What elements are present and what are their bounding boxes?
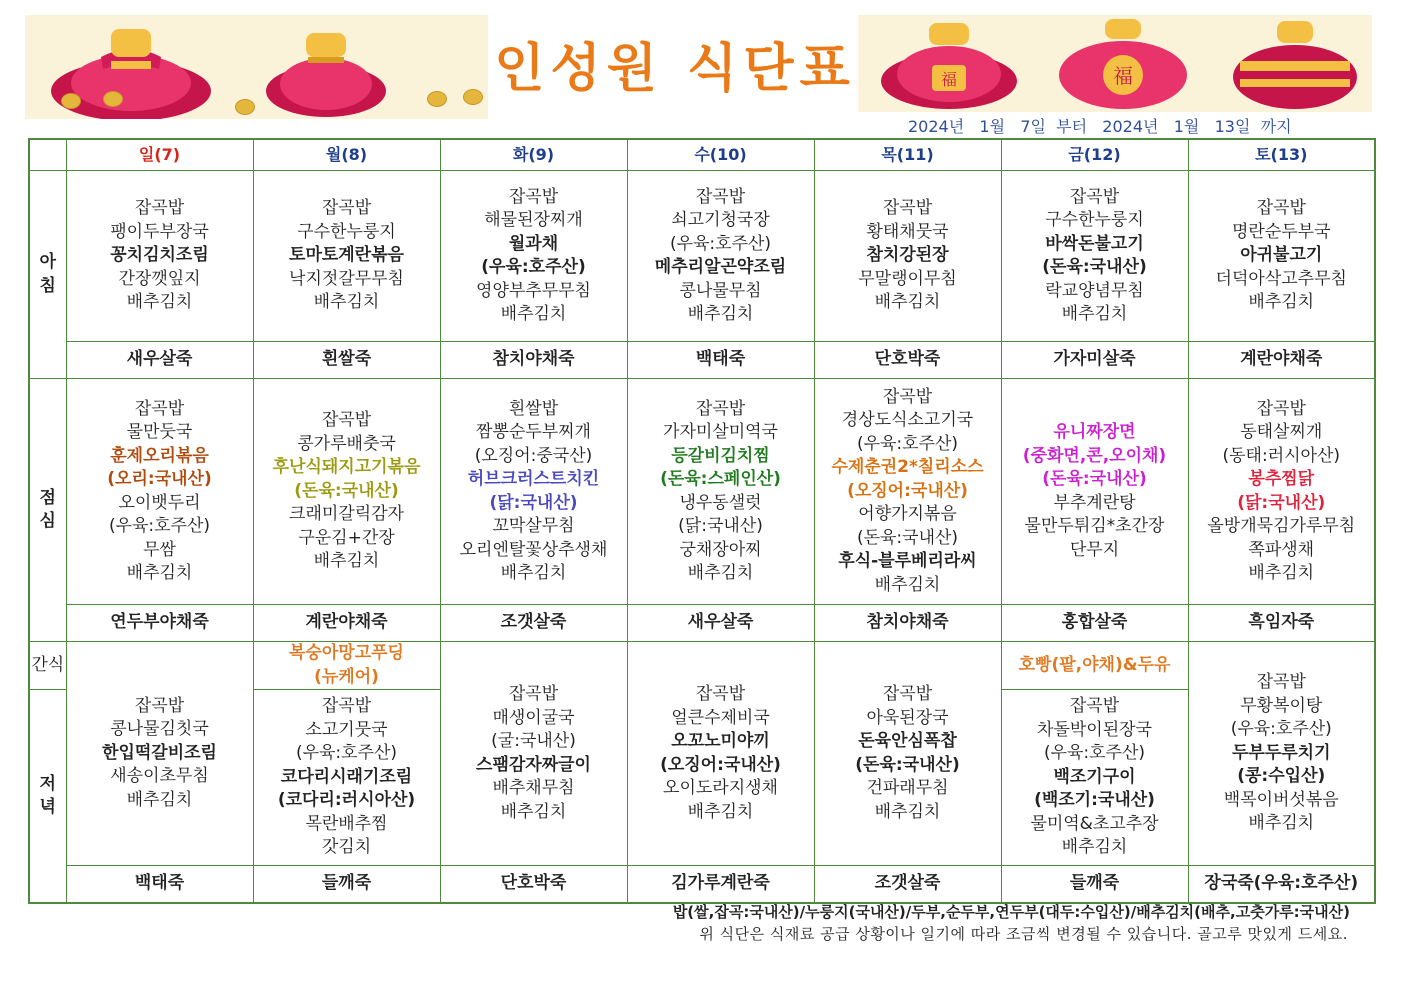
menu-item: 배추김치 xyxy=(874,801,941,822)
day-number: (11) xyxy=(896,145,934,165)
day-number: (12) xyxy=(1083,145,1121,165)
day-name: 수 xyxy=(694,145,710,165)
day-number: (7) xyxy=(154,145,181,165)
menu-item: 배추김치 xyxy=(500,801,567,822)
dinner-cell xyxy=(440,642,627,866)
menu-item: 배추김치 xyxy=(1061,304,1128,324)
menu-item: 메추리알곤약조림 xyxy=(654,257,787,277)
breakfast-cell xyxy=(253,171,440,342)
menu-item: 배추김치 xyxy=(874,574,941,595)
lucky-bag-icon xyxy=(261,29,391,119)
menu-item: (돈육:국내산) xyxy=(856,527,959,548)
lunch-cell xyxy=(66,379,253,605)
menu-item: 락교양념무침 xyxy=(1045,280,1144,301)
porridge-cell: 조갯살죽 xyxy=(440,605,627,642)
menu-item: 더덕아삭고추무침 xyxy=(1215,268,1347,289)
menu-item: 등갈비김치찜 xyxy=(671,445,770,466)
menu-item: 구수한누룽지 xyxy=(1045,210,1144,230)
day-number: (9) xyxy=(528,145,555,165)
snack-cell xyxy=(253,642,440,690)
menu-item: 백목이버섯볶음 xyxy=(1223,789,1339,810)
day-name: 화 xyxy=(512,145,529,165)
day-header xyxy=(440,139,627,171)
menu-item: 잡곡밥 xyxy=(695,186,746,207)
day-header xyxy=(1001,139,1188,171)
menu-item: 잡곡밥 xyxy=(1069,186,1120,207)
menu-item: 잡곡밥 xyxy=(508,684,559,704)
menu-item: 크래미갈릭감자 xyxy=(289,504,404,525)
menu-item: 꼬막살무침 xyxy=(492,516,575,536)
menu-item: (중화면,콘,오이채) xyxy=(1022,445,1167,466)
date-range: 2024년 1월 7일 부터 2024년 1월 13일 까지 xyxy=(908,117,1292,136)
dinner-cell xyxy=(66,642,253,866)
menu-item: 잡곡밥 xyxy=(882,386,933,407)
menu-item: (돈육:국내산) xyxy=(1042,257,1147,277)
porridge-cell: 참치야채죽 xyxy=(814,605,1001,642)
menu-item: 올방개묵김가루무침 xyxy=(1207,516,1356,536)
menu-item: 간장깻잎지 xyxy=(118,268,201,289)
menu-item: 토마토계란볶음 xyxy=(289,245,404,266)
dinner-cell xyxy=(814,642,1001,866)
porridge-cell: 흰쌀죽 xyxy=(253,342,440,379)
dinner-cell xyxy=(1188,642,1375,866)
menu-item: 오리엔탈꽃상추생채 xyxy=(459,539,608,560)
lunch-porridge-row xyxy=(29,605,1375,642)
day-number: (8) xyxy=(341,145,368,165)
menu-item: 황태채뭇국 xyxy=(866,221,949,242)
breakfast-cell xyxy=(1001,171,1188,342)
menu-item: 차돌박이된장국 xyxy=(1037,719,1152,740)
menu-item: 잡곡밥 xyxy=(882,684,933,704)
menu-item: (오징어:국내산) xyxy=(847,480,968,501)
menu-item: 배추김치 xyxy=(1061,837,1128,858)
snack-label: 간식 xyxy=(29,642,66,690)
menu-item: 수제춘권2*칠리소스 xyxy=(831,457,984,478)
menu-item: 영양부추무무침 xyxy=(476,280,591,301)
menu-item: 무황복이탕 xyxy=(1240,695,1323,716)
menu-item: (동태:러시아산) xyxy=(1222,445,1341,466)
day-header xyxy=(253,139,440,171)
menu-item: 콩나물김칫국 xyxy=(110,719,209,740)
day-name: 월 xyxy=(325,145,342,165)
menu-item: (닭:국내산) xyxy=(489,492,578,513)
menu-item: (닭:국내산) xyxy=(1237,492,1326,513)
menu-item: 흰쌀밥 xyxy=(508,398,559,419)
breakfast-row xyxy=(29,171,1375,342)
dinner-porridge-row xyxy=(29,866,1375,904)
coin-icon xyxy=(235,99,255,115)
header-banner-left xyxy=(25,15,488,119)
menu-item: 배추김치 xyxy=(126,292,193,313)
menu-item: 구운김+간장 xyxy=(298,527,395,548)
porridge-cell: 참치야채죽 xyxy=(440,342,627,379)
menu-item: 봉추찜닭 xyxy=(1248,469,1315,489)
menu-item: 후식-블루베리라씨 xyxy=(838,551,977,572)
menu-item: (코다리:러시아산) xyxy=(277,790,416,811)
menu-item: 배추김치 xyxy=(500,304,567,324)
menu-item: (돈육:국내산) xyxy=(855,754,960,775)
menu-item: 잡곡밥 xyxy=(695,398,746,419)
origin-footnote: 밥(쌀,잡곡:국내산)/누룽지(국내산)/두부,순두부,연두부(대두:수입산)/배추김치(배추,고춧가루:국내산) xyxy=(672,903,1350,921)
menu-item: (백조기:국내산) xyxy=(1034,790,1155,811)
lunch-row xyxy=(29,379,1375,605)
coin-icon xyxy=(61,93,81,109)
menu-item: 잡곡밥 xyxy=(321,198,372,219)
porridge-cell: 백태죽 xyxy=(627,342,814,379)
menu-item: 오이뱃두리 xyxy=(118,492,201,513)
menu-item: 소고기뭇국 xyxy=(305,719,388,740)
menu-item: 해물된장찌개 xyxy=(484,210,583,230)
menu-item: 아귀불고기 xyxy=(1240,245,1323,266)
menu-item: 두부두루치기 xyxy=(1231,742,1331,763)
menu-item: 부추계란탕 xyxy=(1053,492,1136,513)
menu-item: 콩나물무침 xyxy=(679,280,762,301)
dinner-cell xyxy=(253,690,440,866)
menu-item: 배추김치 xyxy=(313,551,380,572)
menu-item: (돈육:스페인산) xyxy=(660,469,781,489)
menu-item: 잡곡밥 xyxy=(1256,398,1306,419)
lunch-cell xyxy=(627,379,814,605)
menu-item: 잡곡밥 xyxy=(1256,198,1306,219)
menu-item: (콩:수입산) xyxy=(1237,766,1326,787)
menu-item: 팽이두부장국 xyxy=(110,221,209,242)
breakfast-porridge-row xyxy=(29,342,1375,379)
menu-item: 배추채무침 xyxy=(492,778,575,798)
day-number: (10) xyxy=(709,145,747,165)
menu-item: 배추김치 xyxy=(874,292,941,313)
menu-item: 월과채 xyxy=(508,233,559,254)
menu-item: 짬뽕순두부찌개 xyxy=(476,422,591,442)
porridge-cell: 들깨죽 xyxy=(1001,866,1188,904)
menu-item: 배추김치 xyxy=(500,563,567,583)
menu-item: 배추김치 xyxy=(687,801,754,822)
menu-item: (우육:호주산) xyxy=(108,516,211,536)
menu-item: 돈육안심폭찹 xyxy=(858,731,957,751)
day-header xyxy=(66,139,253,171)
menu-item: (오징어:중국산) xyxy=(474,445,593,466)
snack-item: (뉴케어) xyxy=(314,666,379,687)
header-banner-right xyxy=(858,15,1372,112)
menu-item: 물미역&초고추장 xyxy=(1030,813,1159,834)
porridge-cell: 홍합살죽 xyxy=(1001,605,1188,642)
breakfast-cell xyxy=(440,171,627,342)
menu-item: 잡곡밥 xyxy=(134,695,185,716)
menu-item: 무쌈 xyxy=(143,539,176,560)
menu-item: 유니짜장면 xyxy=(1053,422,1136,442)
lunch-label: 점 심 xyxy=(29,379,66,642)
menu-item: (우육:호주산) xyxy=(856,433,959,454)
lunch-cell xyxy=(1188,379,1375,605)
menu-item: 배추김치 xyxy=(1248,813,1315,834)
menu-item: 배추김치 xyxy=(313,292,380,313)
coin-icon xyxy=(103,91,123,107)
menu-item: (돈육:국내산) xyxy=(294,480,399,501)
day-header xyxy=(814,139,1001,171)
menu-item: 낙지젓갈무무침 xyxy=(289,268,404,289)
menu-item: 배추김치 xyxy=(126,563,193,583)
day-name: 금 xyxy=(1068,145,1084,165)
menu-item: (오징어:국내산) xyxy=(660,754,781,775)
day-header xyxy=(1188,139,1375,171)
dinner-cell xyxy=(1001,690,1188,866)
snack-cell xyxy=(1001,642,1188,690)
porridge-cell: 새우살죽 xyxy=(627,605,814,642)
menu-item: 한입떡갈비조림 xyxy=(102,742,217,763)
dinner-cell xyxy=(627,642,814,866)
day-number: (13) xyxy=(1270,145,1308,165)
porridge-cell: 조갯살죽 xyxy=(814,866,1001,904)
porridge-cell: 들깨죽 xyxy=(253,866,440,904)
menu-item: 배추김치 xyxy=(1248,292,1315,313)
svg-text:福: 福 xyxy=(940,70,958,89)
menu-item: 배추김치 xyxy=(687,563,754,583)
lunch-cell xyxy=(440,379,627,605)
menu-item: 훈제오리볶음 xyxy=(110,445,209,466)
breakfast-cell xyxy=(66,171,253,342)
menu-item: (돈육:국내산) xyxy=(1042,469,1147,489)
menu-item: (우육:호주산) xyxy=(295,743,398,764)
menu-item: 쪽파생채 xyxy=(1248,539,1315,560)
day-name: 일 xyxy=(138,145,155,165)
porridge-cell: 단호박죽 xyxy=(814,342,1001,379)
porridge-cell: 계란야채죽 xyxy=(1188,342,1375,379)
menu-item: 가자미살미역국 xyxy=(663,422,778,442)
menu-item: 잡곡밥 xyxy=(1256,672,1306,693)
breakfast-cell xyxy=(814,171,1001,342)
menu-item: 구수한누룽지 xyxy=(297,221,396,242)
day-header-row xyxy=(29,139,1375,171)
menu-item: (굴:국내산) xyxy=(491,731,576,751)
lunch-cell xyxy=(1001,379,1188,605)
day-name: 토 xyxy=(1255,145,1271,165)
menu-item: 건파래무침 xyxy=(866,778,949,798)
notice-footnote: 위 식단은 식재료 공급 상황이나 일기에 따라 조금씩 변경될 수 있습니다. 골고루 맛있게 드세요. xyxy=(699,925,1348,943)
menu-item: 목란배추찜 xyxy=(305,813,388,834)
menu-item: 후난식돼지고기볶음 xyxy=(272,457,421,478)
page-title: 인성원 식단표 xyxy=(494,39,856,99)
menu-item: 배추김치 xyxy=(687,304,754,324)
menu-item: 쇠고기청국장 xyxy=(671,210,770,230)
menu-item: 스팸감자짜글이 xyxy=(476,754,591,775)
breakfast-label: 아 침 xyxy=(29,171,66,379)
menu-item: 바싹돈불고기 xyxy=(1045,233,1144,254)
menu-item: 배추김치 xyxy=(126,789,193,810)
menu-item: 콩가루배춧국 xyxy=(297,433,396,454)
menu-item: 배추김치 xyxy=(1248,563,1315,583)
menu-item: 새송이초무침 xyxy=(110,766,209,787)
menu-item: 잡곡밥 xyxy=(134,198,185,219)
dinner-label: 저 녁 xyxy=(29,690,66,904)
porridge-cell: 단호박죽 xyxy=(440,866,627,904)
svg-text:福: 福 xyxy=(1113,64,1133,88)
menu-item: 오이도라지생채 xyxy=(663,778,778,798)
menu-item: 참치강된장 xyxy=(866,245,949,266)
breakfast-cell xyxy=(627,171,814,342)
menu-item: 잡곡밥 xyxy=(321,696,372,717)
menu-item: (우육:호주산) xyxy=(1230,719,1332,740)
lucky-bag-icon xyxy=(1220,17,1370,112)
lunch-cell xyxy=(253,379,440,605)
menu-item: 잡곡밥 xyxy=(321,410,372,431)
menu-item: (우육:호주산) xyxy=(1043,743,1146,764)
porridge-cell: 가자미살죽 xyxy=(1001,342,1188,379)
breakfast-cell xyxy=(1188,171,1375,342)
menu-item: 잡곡밥 xyxy=(882,198,933,219)
menu-item: 궁채장아찌 xyxy=(679,539,762,560)
menu-item: (오리:국내산) xyxy=(107,469,212,489)
menu-item: 오꼬노미야끼 xyxy=(671,731,770,751)
menu-item: 잡곡밥 xyxy=(1069,696,1120,717)
menu-item: 명란순두부국 xyxy=(1231,221,1331,242)
menu-item: (우육:호주산) xyxy=(669,233,772,254)
lucky-bag-icon xyxy=(870,19,1028,111)
menu-item: 잡곡밥 xyxy=(134,398,185,419)
snack-row xyxy=(29,642,1375,690)
menu-item: 단무지 xyxy=(1069,539,1120,560)
menu-item: 얼큰수제비국 xyxy=(671,707,770,728)
menu-item: 경상도식소고기국 xyxy=(841,410,974,431)
menu-item: 잡곡밥 xyxy=(695,684,746,704)
menu-item: 꽁치김치조림 xyxy=(110,245,209,266)
menu-item: 어향가지볶음 xyxy=(858,504,957,525)
porridge-cell: 백태죽 xyxy=(66,866,253,904)
porridge-cell: 연두부야채죽 xyxy=(66,605,253,642)
menu-item: 백조기구이 xyxy=(1053,766,1136,787)
menu-item: 냉우동샐럿 xyxy=(679,492,762,513)
porridge-cell: 김가루계란죽 xyxy=(627,866,814,904)
menu-item: 물만둣국 xyxy=(126,422,193,442)
snack-item: 호빵(팥,야채)&두유 xyxy=(1018,654,1171,675)
coin-icon xyxy=(427,91,447,107)
menu-item: 잡곡밥 xyxy=(508,186,559,207)
day-header xyxy=(627,139,814,171)
porridge-cell: 흑임자죽 xyxy=(1188,605,1375,642)
day-name: 목 xyxy=(881,145,897,165)
porridge-cell: 계란야채죽 xyxy=(253,605,440,642)
menu-item: 무말랭이무침 xyxy=(858,268,957,289)
menu-item: (우육:호주산) xyxy=(481,257,586,277)
menu-item: 매생이굴국 xyxy=(492,707,575,728)
menu-table xyxy=(28,138,1376,904)
menu-item: 코다리시래기조림 xyxy=(280,766,413,787)
menu-item: 갓김치 xyxy=(321,837,372,858)
porridge-cell: 장국죽(우육:호주산) xyxy=(1188,866,1375,904)
menu-item: 허브크러스트치킨 xyxy=(467,469,600,489)
menu-item: 아욱된장국 xyxy=(866,707,949,728)
lucky-bag-icon xyxy=(1048,17,1198,112)
snack-item: 복숭아망고푸딩 xyxy=(289,643,404,663)
menu-item: 물만두튀김*초간장 xyxy=(1024,516,1165,536)
porridge-cell: 새우살죽 xyxy=(66,342,253,379)
menu-item: 동태살찌개 xyxy=(1240,422,1323,442)
menu-item: (닭:국내산) xyxy=(678,516,763,536)
lunch-cell xyxy=(814,379,1001,605)
corner-cell xyxy=(29,139,66,171)
